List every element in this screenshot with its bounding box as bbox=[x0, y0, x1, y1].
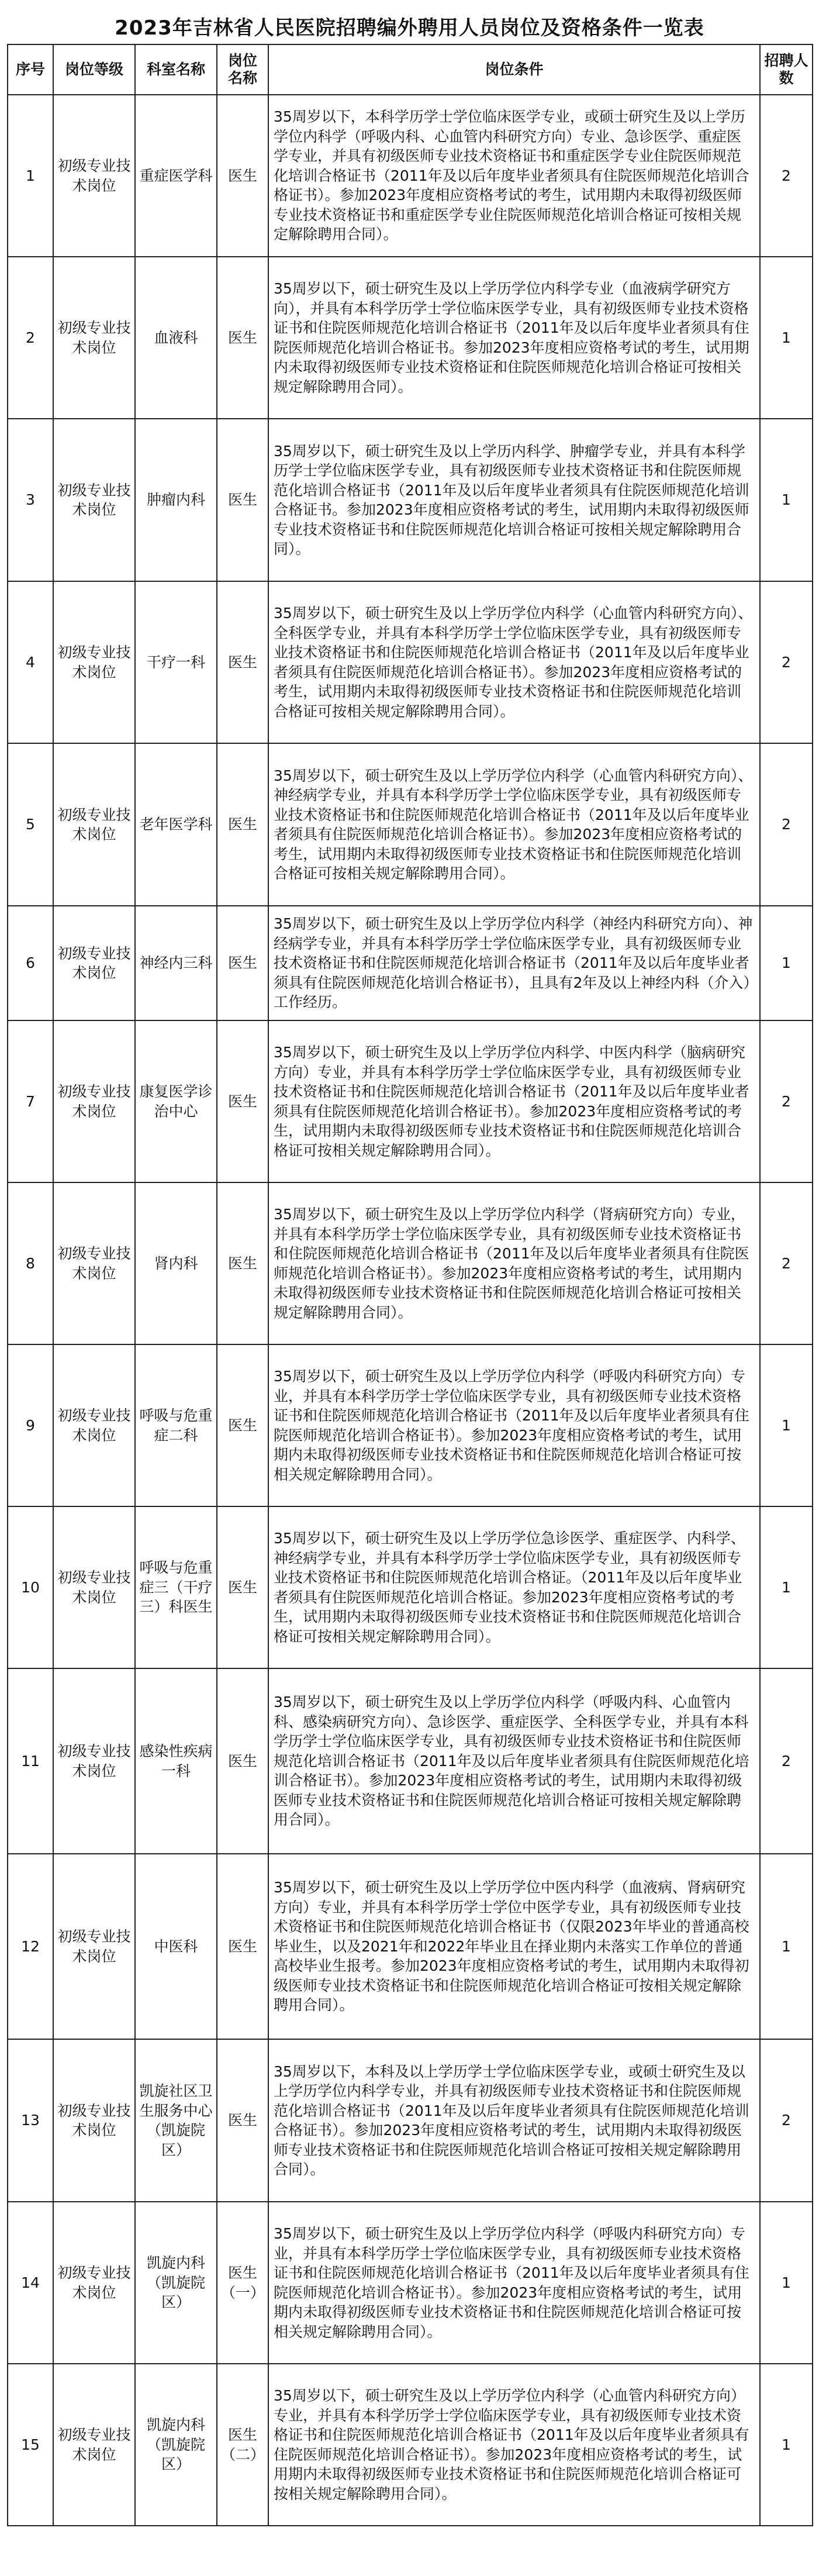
cell-conditions: 35周岁以下，硕士研究生及以上学历学位急诊医学、重症医学、内科学、神经病学专业，并具有本科学历学士学位临床医学专业，具有初级医师专业技术资格证书和住院医师规范化培训合格证。（2011年及以后年度毕业者须具有住院医师规范化培训合格证。参加2023年度相应资格考试的考生，试用期内未取得初级医师专业技术资格证书和住院医师规范化培训合格证可按相关规定解除聘用合同）。 bbox=[268, 1506, 760, 1668]
cell-level: 初级专业技术岗位 bbox=[53, 1854, 135, 2039]
cell-post: 医生（一） bbox=[217, 2202, 268, 2364]
cell-dept: 老年医学科 bbox=[135, 743, 217, 906]
cell-conditions: 35周岁以下，硕士研究生及以上学历学位中医内科学（血液病、肾病研究方向）专业，并具有本科学历学士学位中医学专业，具有初级医师专业技术资格证书和住院医师规范化培训合格证书（仅限2023年毕业的普通高校毕业生，以及2021年和2022年毕业且在择业期内未落实工作单位的普通高校毕业生报考。参加2023年度相应资格考试的考生，试用期内未取得初级医师专业技术资格证书和住院医师规范化培训合格证可按相关规定解除聘用合同）。 bbox=[268, 1854, 760, 2039]
cell-conditions: 35周岁以下，硕士研究生及以上学历学位内科学（呼吸内科研究方向）专业，并具有本科学历学士学位临床医学专业，具有初级医师专业技术资格证书和住院医师规范化培训合格证书（2011年及以后年度毕业者须具有住院医师规范化培训合格证书）。参加2023年度相应资格考试的考生，试用期内未取得初级医师专业技术资格证书和住院医师规范化培训合格证可按相关规定解除聘用合同）。 bbox=[268, 1344, 760, 1506]
table-row bbox=[8, 1182, 813, 1344]
header-post: 岗位名称 bbox=[217, 44, 268, 95]
cell-level: 初级专业技术岗位 bbox=[53, 906, 135, 1020]
cell-no: 9 bbox=[8, 1344, 53, 1506]
cell-no: 15 bbox=[8, 2364, 53, 2526]
cell-post: 医生 bbox=[217, 419, 268, 581]
cell-count: 2 bbox=[760, 2039, 813, 2202]
cell-post: 医生 bbox=[217, 1020, 268, 1182]
cell-dept: 康复医学诊治中心 bbox=[135, 1020, 217, 1182]
cell-count: 1 bbox=[760, 419, 813, 581]
cell-post: 医生 bbox=[217, 906, 268, 1020]
cell-dept: 神经内三科 bbox=[135, 906, 217, 1020]
table-row bbox=[8, 743, 813, 906]
cell-count: 1 bbox=[760, 2364, 813, 2526]
cell-level: 初级专业技术岗位 bbox=[53, 581, 135, 743]
table-row bbox=[8, 257, 813, 419]
table-row bbox=[8, 1344, 813, 1506]
cell-dept: 凯旋内科（凯旋院区） bbox=[135, 2202, 217, 2364]
cell-count: 2 bbox=[760, 581, 813, 743]
header-dept: 科室名称 bbox=[135, 44, 217, 95]
page-title: 2023年吉林省人民医院招聘编外聘用人员岗位及资格条件一览表 bbox=[115, 16, 704, 40]
table-header-row bbox=[8, 44, 813, 95]
cell-dept: 干疗一科 bbox=[135, 581, 217, 743]
cell-level: 初级专业技术岗位 bbox=[53, 419, 135, 581]
cell-conditions: 35周岁以下，硕士研究生及以上学历学位内科学（神经内科研究方向）、神经病学专业，并具有本科学历学士学位临床医学专业，具有初级医师专业技术资格证书和住院医师规范化培训合格证书（2011年及以后年度毕业者须具有住院医师规范化培训合格证书），且具有2年及以上神经内科（介入）工作经历。 bbox=[268, 906, 760, 1020]
cell-dept: 凯旋内科（凯旋院区） bbox=[135, 2364, 217, 2526]
table-row bbox=[8, 95, 813, 257]
cell-level: 初级专业技术岗位 bbox=[53, 1182, 135, 1344]
cell-dept: 肿瘤内科 bbox=[135, 419, 217, 581]
cell-post: 医生 bbox=[217, 1506, 268, 1668]
header-conditions: 岗位条件 bbox=[268, 44, 760, 95]
cell-count: 2 bbox=[760, 95, 813, 257]
header-level: 岗位等级 bbox=[53, 44, 135, 95]
cell-dept: 中医科 bbox=[135, 1854, 217, 2039]
cell-no: 6 bbox=[8, 906, 53, 1020]
cell-dept: 肾内科 bbox=[135, 1182, 217, 1344]
table-row bbox=[8, 1020, 813, 1182]
cell-count: 2 bbox=[760, 1182, 813, 1344]
cell-dept: 重症医学科 bbox=[135, 95, 217, 257]
cell-conditions: 35周岁以下，本科学历学士学位临床医学专业，或硕士研究生及以上学历学位内科学（呼吸内科、心血管内科研究方向）专业、急诊医学、重症医学专业，并具有初级医师专业技术资格证书和重症医学专业住院医师规范化培训合格证书（2011年及以后年度毕业者须具有住院医师规范化培训合格证书）。参加2023年度相应资格考试的考生，试用期内未取得初级医师专业技术资格证书和重症医学专业住院医师规范化培训合格证可按相关规定解除聘用合同）。 bbox=[268, 95, 760, 257]
cell-level: 初级专业技术岗位 bbox=[53, 1020, 135, 1182]
table-row bbox=[8, 581, 813, 743]
cell-level: 初级专业技术岗位 bbox=[53, 2039, 135, 2202]
cell-count: 1 bbox=[760, 2202, 813, 2364]
cell-dept: 呼吸与危重症三（干疗三）科医生 bbox=[135, 1506, 217, 1668]
cell-no: 5 bbox=[8, 743, 53, 906]
cell-no: 4 bbox=[8, 581, 53, 743]
cell-dept: 凯旋社区卫生服务中心（凯旋院区） bbox=[135, 2039, 217, 2202]
cell-conditions: 35周岁以下，硕士研究生及以上学历学位内科学（心血管内科研究方向）、神经病学专业，并具有本科学历学士学位临床医学专业，具有初级医师专业技术资格证书和住院医师规范化培训合格证书（2011年及以后年度毕业者须具有住院医师规范化培训合格证书）。参加2023年度相应资格考试的考生，试用期内未取得初级医师专业技术资格证书和住院医师规范化培训合格证可按相关规定解除聘用合同）。 bbox=[268, 743, 760, 906]
table-row bbox=[8, 1506, 813, 1668]
cell-count: 1 bbox=[760, 1506, 813, 1668]
cell-level: 初级专业技术岗位 bbox=[53, 2202, 135, 2364]
cell-conditions: 35周岁以下，硕士研究生及以上学历学位内科学（呼吸内科、心血管内科、感染病研究方向）、急诊医学、重症医学、全科医学专业，并具有本科学历学士学位临床医学专业，具有初级医师专业技术资格证书和住院医师规范化培训合格证书（2011年及以后年度毕业者须具有住院医师规范化培训合格证书）。参加2023年度相应资格考试的考生，试用期内未取得初级医师专业技术资格证书和住院医师规范化培训合格证可按相关规定解除聘用合同）。 bbox=[268, 1668, 760, 1854]
cell-level: 初级专业技术岗位 bbox=[53, 1506, 135, 1668]
cell-count: 1 bbox=[760, 1854, 813, 2039]
table-row bbox=[8, 419, 813, 581]
table-row bbox=[8, 2039, 813, 2202]
cell-conditions: 35周岁以下，硕士研究生及以上学历学位内科学（心血管内科研究方向）、全科医学专业，并具有本科学历学士学位临床医学专业，具有初级医师专业技术资格证书和住院医师规范化培训合格证书（2011年及以后年度毕业者须具有住院医师规范化培训合格证书）。参加2023年度相应资格考试的考生，试用期内未取得初级医师专业技术资格证书和住院医师规范化培训合格证可按相关规定解除聘用合同）。 bbox=[268, 581, 760, 743]
cell-dept: 血液科 bbox=[135, 257, 217, 419]
cell-level: 初级专业技术岗位 bbox=[53, 2364, 135, 2526]
cell-count: 1 bbox=[760, 257, 813, 419]
cell-count: 2 bbox=[760, 1020, 813, 1182]
cell-no: 11 bbox=[8, 1668, 53, 1854]
table-row bbox=[8, 1668, 813, 1854]
cell-post: 医生 bbox=[217, 743, 268, 906]
cell-conditions: 35周岁以下，硕士研究生及以上学历学位内科学（肾病研究方向）专业，并具有本科学历学士学位临床医学专业，具有初级医师专业技术资格证书和住院医师规范化培训合格证书（2011年及以后年度毕业者须具有住院医师规范化培训合格证书）。参加2023年度相应资格考试的考生，试用期内未取得初级医师专业技术资格证书和住院医师规范化培训合格证可按相关规定解除聘用合同）。 bbox=[268, 1182, 760, 1344]
cell-no: 1 bbox=[8, 95, 53, 257]
cell-post: 医生 bbox=[217, 581, 268, 743]
cell-conditions: 35周岁以下，硕士研究生及以上学历内科学、肿瘤学专业，并具有本科学历学士学位临床医学专业，具有初级医师专业技术资格证书和住院医师规范化培训合格证书（2011年及以后年度毕业者须具有住院医师规范化培训合格证书。参加2023年度相应资格考试的考生，试用期内未取得初级医师专业技术资格证书和住院医师规范化培训合格证可按相关规定解除聘用合同）。 bbox=[268, 419, 760, 581]
table-row bbox=[8, 2364, 813, 2526]
cell-no: 7 bbox=[8, 1020, 53, 1182]
cell-post: 医生 bbox=[217, 2039, 268, 2202]
cell-post: 医生（二） bbox=[217, 2364, 268, 2526]
cell-count: 1 bbox=[760, 906, 813, 1020]
cell-post: 医生 bbox=[217, 1182, 268, 1344]
table-row bbox=[8, 1854, 813, 2039]
cell-conditions: 35周岁以下，硕士研究生及以上学历学位内科学、中医内科学（脑病研究方向）专业，并具有本科学历学士学位临床医学专业，具有初级医师专业技术资格证书和住院医师规范化培训合格证书（2011年及以后年度毕业者须具有住院医师规范化培训合格证书）。参加2023年度相应资格考试的考生，试用期内未取得初级医师专业技术资格证书和住院医师规范化培训合格证可按相关规定解除聘用合同）。 bbox=[268, 1020, 760, 1182]
cell-level: 初级专业技术岗位 bbox=[53, 743, 135, 906]
cell-level: 初级专业技术岗位 bbox=[53, 1668, 135, 1854]
cell-post: 医生 bbox=[217, 1344, 268, 1506]
cell-post: 医生 bbox=[217, 257, 268, 419]
table-row bbox=[8, 2202, 813, 2364]
cell-no: 3 bbox=[8, 419, 53, 581]
cell-conditions: 35周岁以下，硕士研究生及以上学历学位内科学专业（血液病学研究方向），并具有本科学历学士学位临床医学专业，具有初级医师专业技术资格证书和住院医师规范化培训合格证书（2011年及以后年度毕业者须具有住院医师规范化培训合格证书。参加2023年度相应资格考试的考生，试用期内未取得初级医师专业技术资格证和住院医师规范化培训合格证可按相关规定解除聘用合同）。 bbox=[268, 257, 760, 419]
positions-table bbox=[7, 44, 813, 2526]
cell-count: 1 bbox=[760, 1344, 813, 1506]
table-row bbox=[8, 906, 813, 1020]
cell-conditions: 35周岁以下，硕士研究生及以上学历学位内科学（心血管内科研究方向）专业，并具有本科学历学士学位临床医学专业，具有初级医师专业技术资格证书和住院医师规范化培训合格证书（2011年及以后年度毕业者须具有住院医师规范化培训合格证书）。参加2023年度相应资格考试的考生，试用期内未取得初级医师专业技术资格证书和住院医师规范化培训合格证可按相关规定解除聘用合同）。 bbox=[268, 2364, 760, 2526]
cell-conditions: 35周岁以下，本科及以上学历学士学位临床医学专业，或硕士研究生及以上学历学位内科学专业，并具有初级医师专业技术资格证书和住院医师规范化培训合格证书（2011年及以后年度毕业者须具有住院医师规范化培训合格证书）。参加2023年度相应资格考试的考生，试用期内未取得初级医师专业技术资格证书和住院医师规范化培训合格证可按相关规定解除聘用合同）。 bbox=[268, 2039, 760, 2202]
cell-no: 2 bbox=[8, 257, 53, 419]
cell-level: 初级专业技术岗位 bbox=[53, 1344, 135, 1506]
cell-no: 14 bbox=[8, 2202, 53, 2364]
cell-no: 10 bbox=[8, 1506, 53, 1668]
header-no: 序号 bbox=[8, 44, 53, 95]
cell-post: 医生 bbox=[217, 1854, 268, 2039]
cell-count: 2 bbox=[760, 743, 813, 906]
cell-dept: 呼吸与危重症二科 bbox=[135, 1344, 217, 1506]
cell-conditions: 35周岁以下，硕士研究生及以上学历学位内科学（呼吸内科研究方向）专业，并具有本科学历学士学位临床医学专业，具有初级医师专业技术资格证书和住院医师规范化培训合格证书（2011年及以后年度毕业者须具有住院医师规范化培训合格证书）。参加2023年度相应资格考试的考生，试用期内未取得初级医师专业技术资格证书和住院医师规范化培训合格证可按相关规定解除聘用合同）。 bbox=[268, 2202, 760, 2364]
cell-level: 初级专业技术岗位 bbox=[53, 257, 135, 419]
cell-no: 8 bbox=[8, 1182, 53, 1344]
header-count: 招聘人数 bbox=[760, 44, 813, 95]
cell-dept: 感染性疾病一科 bbox=[135, 1668, 217, 1854]
cell-no: 13 bbox=[8, 2039, 53, 2202]
cell-level: 初级专业技术岗位 bbox=[53, 95, 135, 257]
cell-count: 2 bbox=[760, 1668, 813, 1854]
cell-post: 医生 bbox=[217, 1668, 268, 1854]
cell-no: 12 bbox=[8, 1854, 53, 2039]
cell-post: 医生 bbox=[217, 95, 268, 257]
